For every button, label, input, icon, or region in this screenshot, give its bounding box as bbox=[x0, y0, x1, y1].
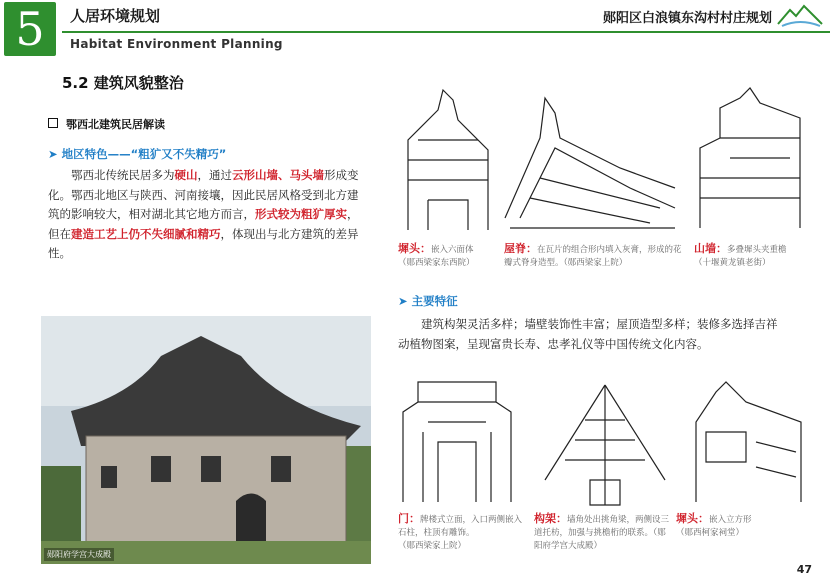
caption-text: 牌楼式立面，入口两侧嵌入石柱，柱顶有雕饰。 bbox=[398, 515, 523, 538]
bottom-caption-3 bbox=[676, 512, 800, 540]
top-caption-1 bbox=[398, 242, 496, 270]
bottom-caption-2 bbox=[534, 512, 674, 553]
para-text: ，但在 bbox=[48, 207, 359, 241]
caption-key: 构架： bbox=[534, 512, 567, 525]
caption-text: 在瓦片的组合形内填入灰膏，形成的花瓣式脊身造型。（郧西梁家上院） bbox=[504, 245, 682, 268]
subheading-text: 鄂西北建筑民居解读 bbox=[66, 118, 165, 131]
gate-sketch bbox=[398, 372, 516, 508]
chapter-number-badge: 5 bbox=[4, 2, 56, 56]
ridge-sketch bbox=[500, 78, 680, 238]
caption-key: 墀头： bbox=[676, 512, 709, 525]
caption-key: 门： bbox=[398, 512, 420, 525]
subheading bbox=[48, 116, 165, 132]
highlight-text: 硬山 bbox=[174, 168, 198, 182]
para-text: 形成变化。鄂西北地区与陕西、河南接壤，因此民居风格受到北方建筑的影响较大，相对湖北其它地方而言， bbox=[48, 168, 359, 221]
highlight-text: 云形山墙、马头墙 bbox=[232, 168, 324, 182]
gable-wall-sketch bbox=[690, 78, 810, 238]
highlight-text: 建造工艺上仍不失细腻和精巧 bbox=[71, 226, 221, 241]
caption-text: 墙角处出挑角梁，两侧设三道托枋，加强与挑檐桁的联系。（郧阳府学宫大成殿） bbox=[534, 515, 670, 551]
chitou-sketch bbox=[398, 80, 494, 240]
regional-heading-text: 地区特色——“粗犷又不失精巧” bbox=[61, 147, 227, 161]
main-features-paragraph: 建筑构架灵活多样；墙壁装饰性丰富；屋顶造型多样；装修多选择吉祥动植物图案，呈现富贵长寿、忠孝礼仪等中国传统文化内容。 bbox=[398, 317, 778, 351]
frame-sketch bbox=[540, 380, 670, 508]
caption-text: 多叠墀头夹重檐 bbox=[727, 245, 787, 255]
para-text: 鄂西北传统民居多为 bbox=[71, 168, 175, 182]
main-features-heading-text: 主要特征 bbox=[411, 294, 458, 308]
regional-heading bbox=[48, 146, 226, 162]
caption-source: （十堰黄龙镇老街） bbox=[694, 258, 771, 268]
arrow-right-icon: ➤ bbox=[398, 294, 408, 308]
caption-key: 墀头： bbox=[398, 242, 431, 255]
checkbox-square-icon bbox=[48, 118, 58, 128]
arrow-right-icon: ➤ bbox=[48, 147, 58, 161]
caption-key: 山墙： bbox=[694, 242, 727, 255]
caption-source: （郧西柯家祠堂） bbox=[676, 528, 745, 538]
caption-source: （郧西梁家上院） bbox=[398, 541, 467, 551]
chapter-subtitle-en: Habitat Environment Planning bbox=[70, 37, 283, 51]
regional-paragraph bbox=[48, 166, 364, 264]
caption-source: （郧西梁家东西院） bbox=[398, 258, 475, 268]
project-title: 郧阳区白浪镇东沟村村庄规划 bbox=[602, 11, 772, 26]
para-text: ，体现出与北方建筑的差异性。 bbox=[48, 226, 359, 260]
top-caption-3 bbox=[694, 242, 818, 270]
chitou-sketch-2 bbox=[686, 372, 810, 508]
caption-text: 嵌入六面体 bbox=[431, 245, 474, 255]
mountain-logo-icon bbox=[776, 2, 824, 30]
chapter-title: 人居环境规划 bbox=[70, 7, 161, 25]
building-photo bbox=[41, 316, 371, 564]
section-title: 5.2 建筑风貌整治 bbox=[62, 74, 184, 92]
highlight-text: 形式较为粗犷厚实 bbox=[255, 207, 347, 221]
page-number: 47 bbox=[796, 563, 812, 576]
photo-caption: 郧阳府学宫大成殿 bbox=[44, 548, 114, 561]
main-features-heading bbox=[398, 293, 458, 309]
header-divider bbox=[62, 31, 830, 33]
para-text: ，通过 bbox=[197, 168, 232, 182]
caption-key: 屋脊： bbox=[504, 242, 537, 255]
bottom-caption-1 bbox=[398, 512, 524, 553]
caption-text: 嵌入立方形 bbox=[709, 515, 752, 525]
top-caption-2 bbox=[504, 242, 684, 270]
